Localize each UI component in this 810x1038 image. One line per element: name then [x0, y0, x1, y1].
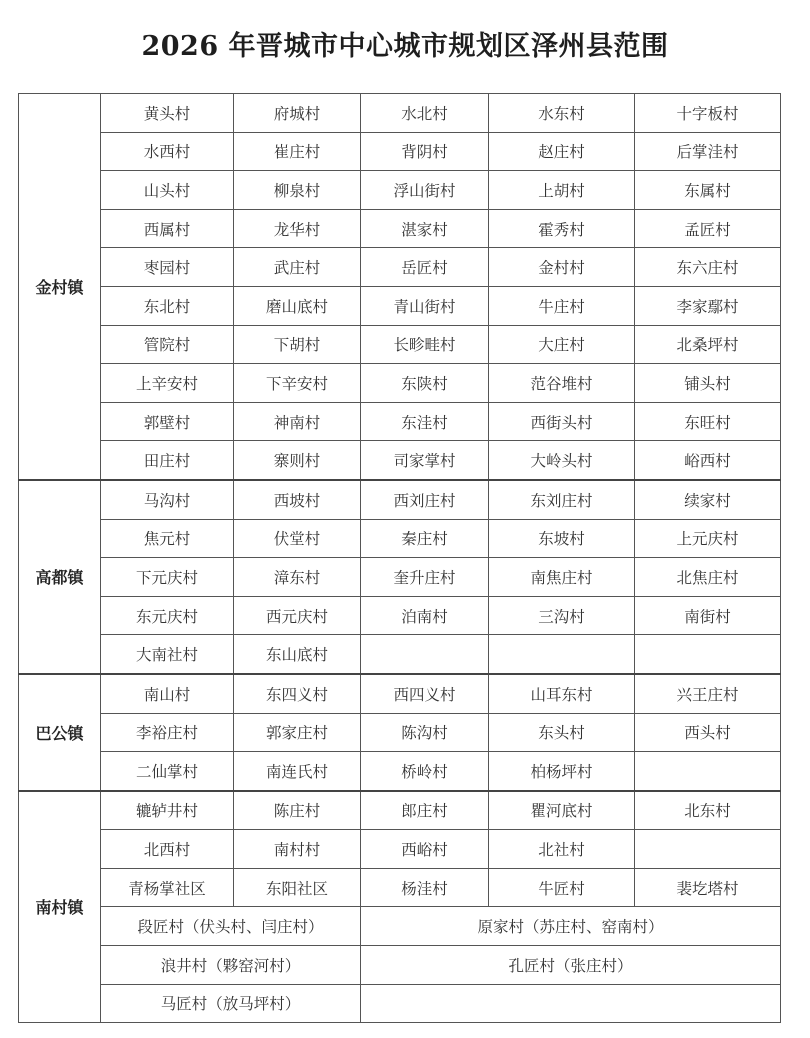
- village-cell: 神南村: [234, 402, 361, 441]
- village-cell: 漳东村: [234, 558, 361, 597]
- village-cell: 崔庄村: [234, 132, 361, 171]
- table-row: [19, 830, 781, 869]
- village-cell: 马沟村: [101, 480, 234, 519]
- village-cell: 秦庄村: [361, 519, 489, 558]
- table-row: [19, 480, 781, 519]
- village-cell: 桥岭村: [361, 752, 489, 791]
- village-table: [18, 93, 781, 1023]
- village-cell: 西元庆村: [234, 596, 361, 635]
- village-cell: [635, 752, 781, 791]
- table-row: [19, 984, 781, 1023]
- village-cell: 霍秀村: [489, 209, 635, 248]
- village-cell: 南连氏村: [234, 752, 361, 791]
- village-cell: 李裕庄村: [101, 713, 234, 752]
- village-cell: [361, 635, 489, 674]
- village-cell: 杨洼村: [361, 868, 489, 907]
- town-name-cell: 高都镇: [19, 480, 101, 674]
- table-row: [19, 752, 781, 791]
- table-row: [19, 248, 781, 287]
- village-cell: 大岭头村: [489, 441, 635, 480]
- village-cell: 铺头村: [635, 364, 781, 403]
- village-cell: 水东村: [489, 94, 635, 133]
- village-cell: 三沟村: [489, 596, 635, 635]
- table-row: [19, 171, 781, 210]
- village-cell: 司家掌村: [361, 441, 489, 480]
- village-cell: 黄头村: [101, 94, 234, 133]
- town-name-cell: 巴公镇: [19, 674, 101, 791]
- town-name-cell: 金村镇: [19, 94, 101, 480]
- village-cell: 东六庄村: [635, 248, 781, 287]
- village-cell: 东头村: [489, 713, 635, 752]
- village-cell: 郎庄村: [361, 791, 489, 830]
- merged-village-cell: 孔匠村（张庄村）: [361, 946, 781, 985]
- table-row: [19, 558, 781, 597]
- village-cell: 西四义村: [361, 674, 489, 713]
- village-cell: 西峪村: [361, 830, 489, 869]
- village-cell: 牛庄村: [489, 286, 635, 325]
- village-cell: 枣园村: [101, 248, 234, 287]
- village-cell: 大庄村: [489, 325, 635, 364]
- village-cell: 北东村: [635, 791, 781, 830]
- village-cell: 范谷堆村: [489, 364, 635, 403]
- village-cell: 西头村: [635, 713, 781, 752]
- village-cell: 西坡村: [234, 480, 361, 519]
- village-cell: 兴王庄村: [635, 674, 781, 713]
- table-row: [19, 635, 781, 674]
- table-row: [19, 674, 781, 713]
- village-cell: 上胡村: [489, 171, 635, 210]
- village-cell: 水北村: [361, 94, 489, 133]
- village-cell: 西刘庄村: [361, 480, 489, 519]
- village-cell: 西街头村: [489, 402, 635, 441]
- village-cell: 奎升庄村: [361, 558, 489, 597]
- village-cell: 寨则村: [234, 441, 361, 480]
- village-cell: 二仙掌村: [101, 752, 234, 791]
- table-row: [19, 132, 781, 171]
- village-cell: 山耳东村: [489, 674, 635, 713]
- table-row: [19, 519, 781, 558]
- village-cell: 陈沟村: [361, 713, 489, 752]
- table-row: [19, 907, 781, 946]
- village-cell: 北社村: [489, 830, 635, 869]
- village-cell: 大南社村: [101, 635, 234, 674]
- village-cell: 武庄村: [234, 248, 361, 287]
- village-cell: 湛家村: [361, 209, 489, 248]
- village-cell: 续家村: [635, 480, 781, 519]
- village-cell: 辘轳井村: [101, 791, 234, 830]
- village-cell: 柳泉村: [234, 171, 361, 210]
- village-cell: [489, 635, 635, 674]
- village-cell: [635, 635, 781, 674]
- table-row: [19, 791, 781, 830]
- village-cell: 浮山街村: [361, 171, 489, 210]
- village-cell: 瞿河底村: [489, 791, 635, 830]
- table-row: [19, 94, 781, 133]
- village-cell: 磨山底村: [234, 286, 361, 325]
- village-cell: 泊南村: [361, 596, 489, 635]
- table-row: [19, 286, 781, 325]
- village-cell: 上辛安村: [101, 364, 234, 403]
- village-cell: 龙华村: [234, 209, 361, 248]
- village-cell: 西属村: [101, 209, 234, 248]
- village-cell: 府城村: [234, 94, 361, 133]
- table-body: [19, 94, 781, 1023]
- village-cell: 长畛畦村: [361, 325, 489, 364]
- village-cell: 峪西村: [635, 441, 781, 480]
- table-row: [19, 441, 781, 480]
- town-name-cell: 南村镇: [19, 791, 101, 1023]
- village-cell: 郭壁村: [101, 402, 234, 441]
- village-cell: 陈庄村: [234, 791, 361, 830]
- village-cell: 东北村: [101, 286, 234, 325]
- merged-village-cell: 段匠村（伏头村、闫庄村）: [101, 907, 361, 946]
- table-row: [19, 364, 781, 403]
- village-cell: 东旺村: [635, 402, 781, 441]
- page-title: 2026 年晋城市中心城市规划区泽州县范围: [141, 31, 669, 62]
- table-row: [19, 713, 781, 752]
- merged-village-cell: [361, 984, 781, 1023]
- village-cell: 北桑坪村: [635, 325, 781, 364]
- village-cell: [635, 830, 781, 869]
- village-cell: 东属村: [635, 171, 781, 210]
- merged-village-cell: 原家村（苏庄村、窑南村）: [361, 907, 781, 946]
- table-row: [19, 209, 781, 248]
- village-cell: 金村村: [489, 248, 635, 287]
- village-cell: 青山街村: [361, 286, 489, 325]
- village-cell: 南山村: [101, 674, 234, 713]
- table-row: [19, 868, 781, 907]
- merged-village-cell: 浪井村（夥窑河村）: [101, 946, 361, 985]
- village-cell: 上元庆村: [635, 519, 781, 558]
- village-cell: 东刘庄村: [489, 480, 635, 519]
- village-cell: 山头村: [101, 171, 234, 210]
- village-cell: 东四义村: [234, 674, 361, 713]
- village-cell: 南焦庄村: [489, 558, 635, 597]
- village-cell: 东陕村: [361, 364, 489, 403]
- village-cell: 郭家庄村: [234, 713, 361, 752]
- table-row: [19, 596, 781, 635]
- village-cell: 东洼村: [361, 402, 489, 441]
- village-cell: 十字板村: [635, 94, 781, 133]
- village-cell: 北焦庄村: [635, 558, 781, 597]
- village-cell: 下胡村: [234, 325, 361, 364]
- village-cell: 下元庆村: [101, 558, 234, 597]
- village-cell: 后掌洼村: [635, 132, 781, 171]
- village-cell: 水西村: [101, 132, 234, 171]
- village-cell: 柏杨坪村: [489, 752, 635, 791]
- village-cell: 背阴村: [361, 132, 489, 171]
- village-cell: 东山底村: [234, 635, 361, 674]
- village-cell: 赵庄村: [489, 132, 635, 171]
- table-row: [19, 402, 781, 441]
- village-cell: 管院村: [101, 325, 234, 364]
- village-cell: 东元庆村: [101, 596, 234, 635]
- village-cell: 田庄村: [101, 441, 234, 480]
- village-cell: 牛匠村: [489, 868, 635, 907]
- village-cell: 东坡村: [489, 519, 635, 558]
- village-cell: 裴圪塔村: [635, 868, 781, 907]
- village-cell: 南村村: [234, 830, 361, 869]
- village-cell: 伏堂村: [234, 519, 361, 558]
- village-cell: 孟匠村: [635, 209, 781, 248]
- village-cell: 焦元村: [101, 519, 234, 558]
- village-cell: 李家鄢村: [635, 286, 781, 325]
- village-cell: 北西村: [101, 830, 234, 869]
- village-cell: 东阳社区: [234, 868, 361, 907]
- village-cell: 青杨掌社区: [101, 868, 234, 907]
- village-cell: 下辛安村: [234, 364, 361, 403]
- merged-village-cell: 马匠村（放马坪村）: [101, 984, 361, 1023]
- village-cell: 岳匠村: [361, 248, 489, 287]
- village-cell: 南街村: [635, 596, 781, 635]
- table-row: [19, 946, 781, 985]
- table-row: [19, 325, 781, 364]
